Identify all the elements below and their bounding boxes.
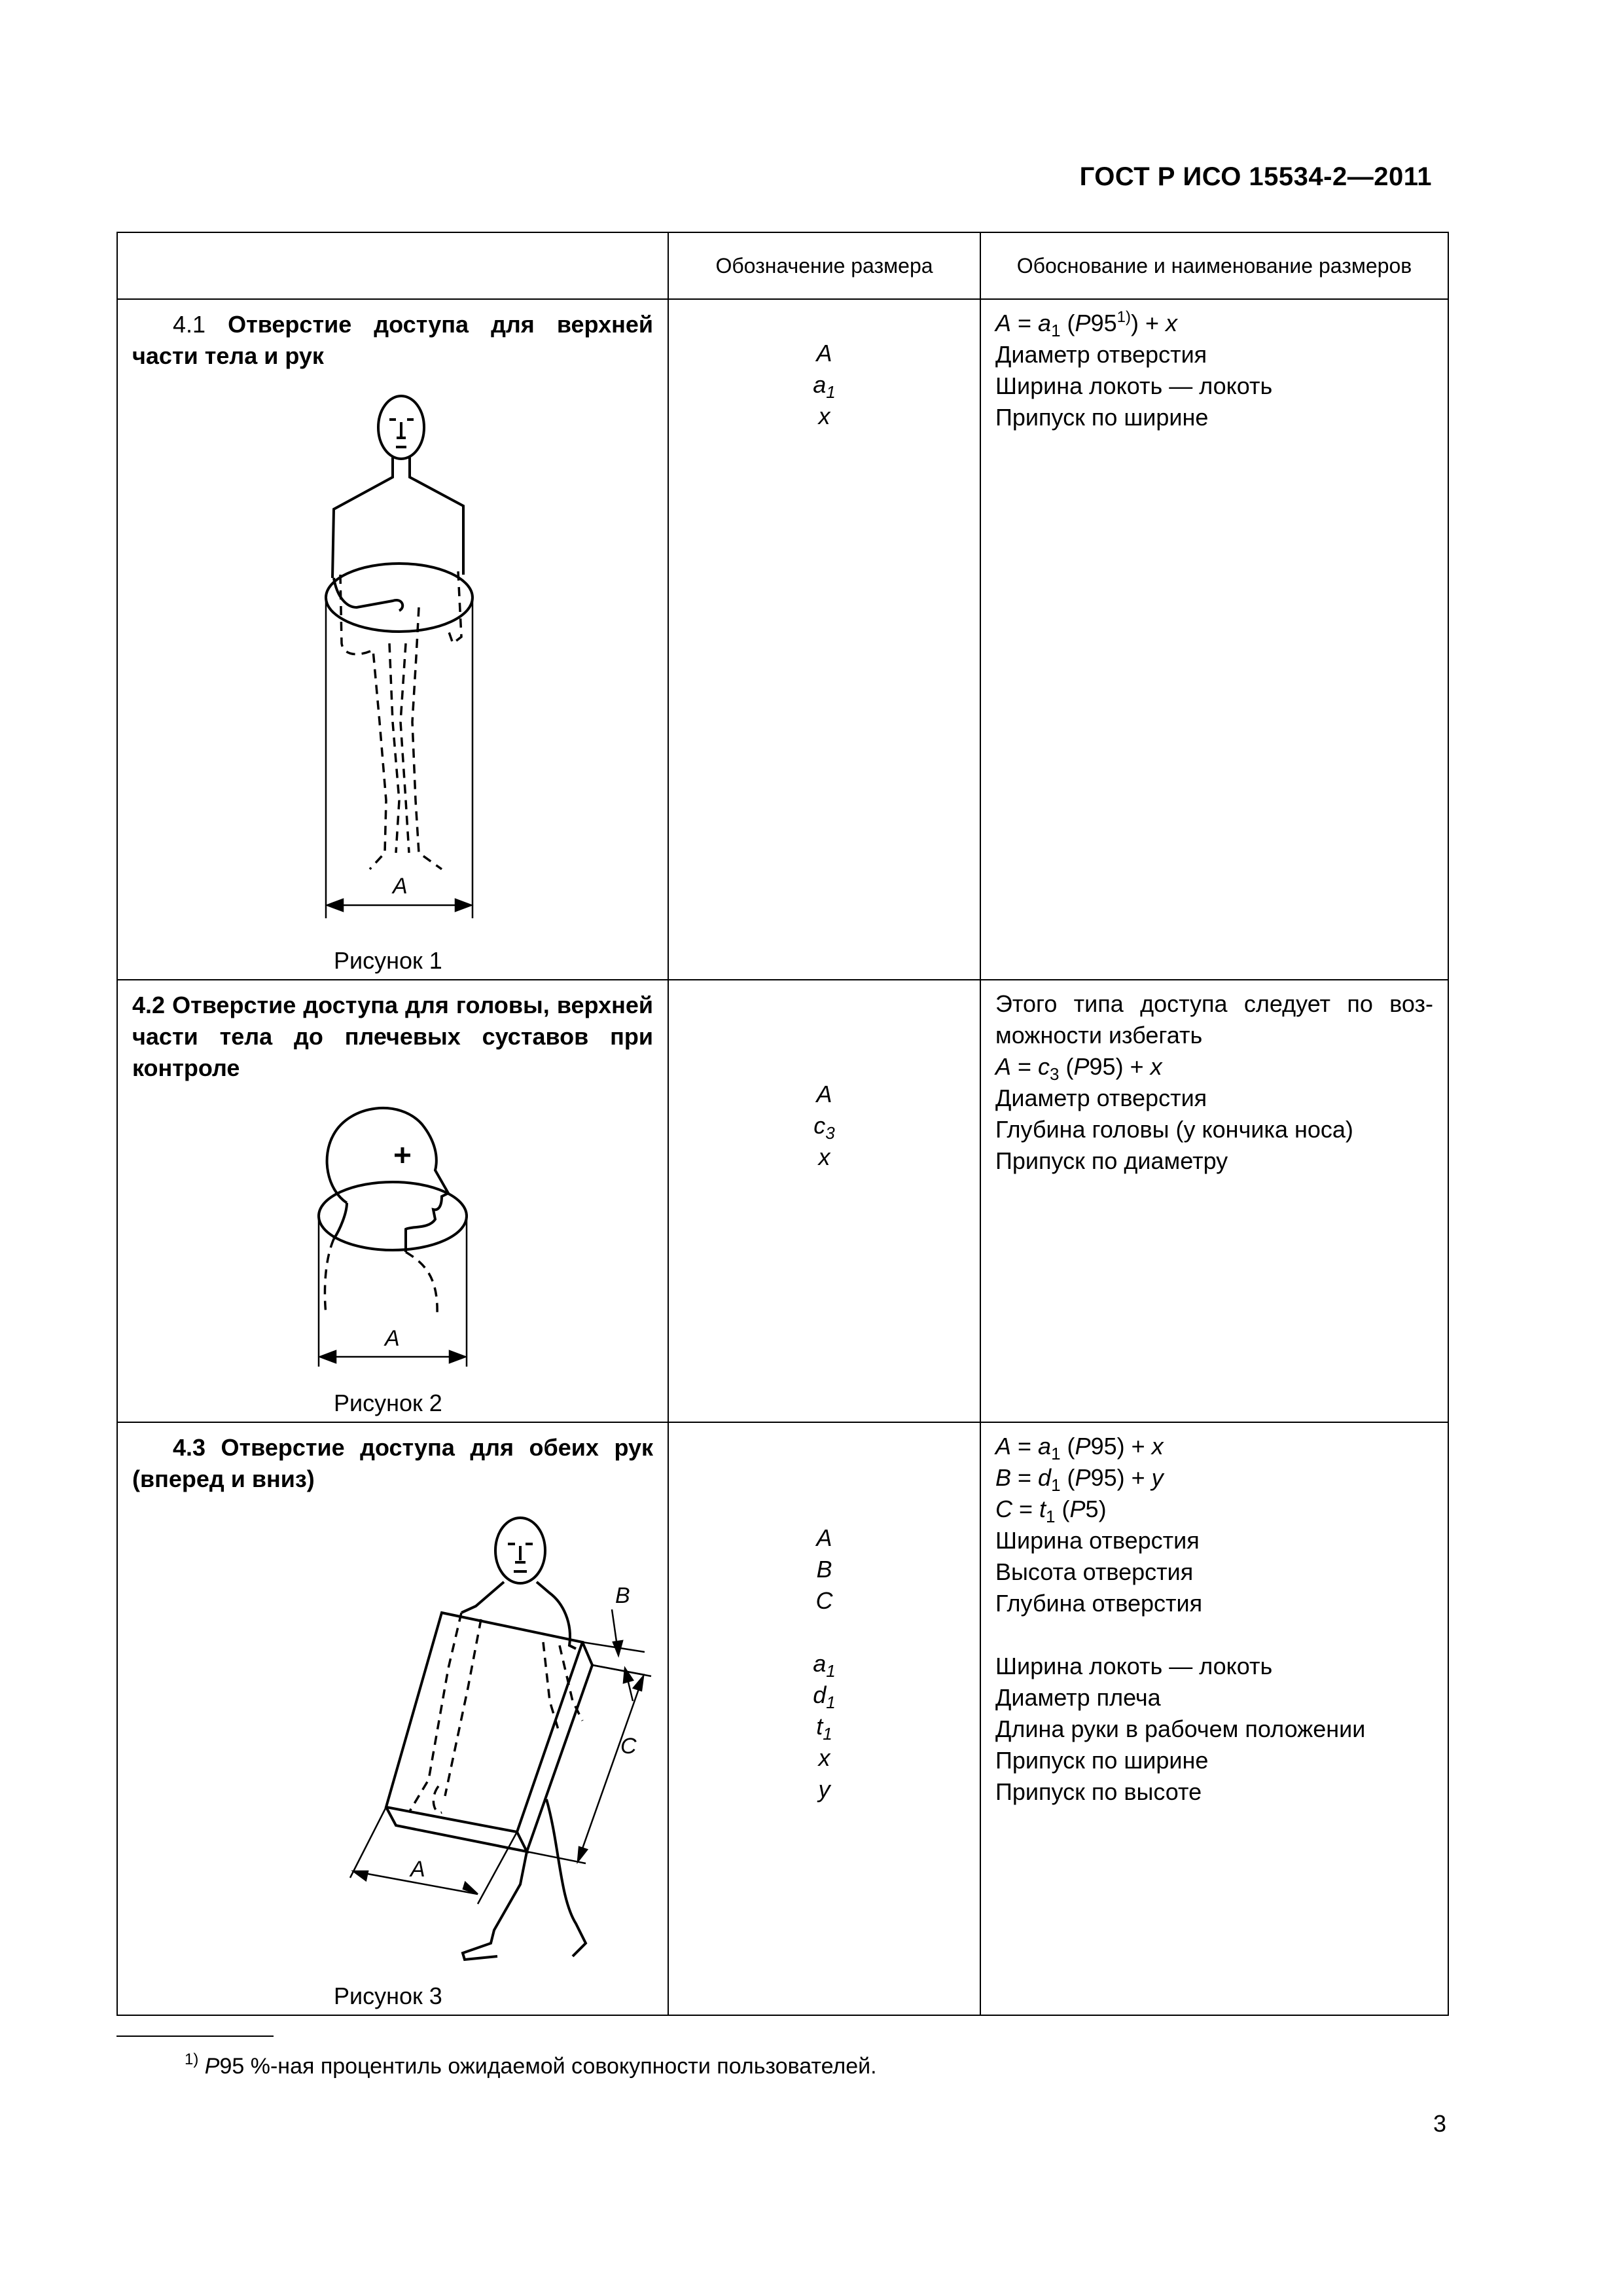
figure-3-person-box bbox=[219, 1505, 637, 1963]
description-line: Ширина локоть — локоть bbox=[995, 1653, 1273, 1679]
item-number: 4.3 bbox=[173, 1434, 206, 1461]
item-cell bbox=[117, 980, 668, 1422]
item-title-text: Отверстие доступа для верхней части тела и рук bbox=[132, 311, 653, 369]
symbol: x bbox=[818, 1143, 830, 1170]
symbol: $c_3$ bbox=[813, 1112, 835, 1143]
item-number: 4.1 bbox=[173, 311, 206, 338]
item-cell bbox=[117, 1422, 668, 2015]
description-line: Ширина отверстия bbox=[995, 1527, 1200, 1554]
footnote-mark: 1) bbox=[185, 2051, 199, 2068]
description-line: Длина руки в рабочем положении bbox=[995, 1715, 1366, 1742]
figure-1-caption: Рисунок 1 bbox=[334, 947, 442, 974]
description-cell bbox=[980, 299, 1448, 980]
figure-2-caption: Рисунок 2 bbox=[334, 1390, 442, 1416]
item-title-text: Отверстие доступа для обеих рук (вперед и вниз) bbox=[132, 1434, 653, 1492]
formula: $A = a_1$ $(P95^{1)}) + x$ bbox=[995, 308, 1177, 340]
symbol: $a_1$ bbox=[813, 1650, 836, 1681]
item-cell bbox=[117, 299, 668, 980]
symbol: $d_1$ bbox=[813, 1681, 836, 1712]
symbol-cell bbox=[668, 980, 980, 1422]
header-cell-symbol: Обозначение размера bbox=[668, 232, 980, 299]
figure-3-caption: Рисунок 3 bbox=[334, 1982, 442, 2009]
description-cell bbox=[980, 980, 1448, 1422]
document-code: ГОСТ Р ИСО 15534-2—2011 bbox=[1079, 162, 1432, 191]
figure-3-label-b: B bbox=[615, 1583, 630, 1608]
formula: $C = t_1$ (P5) bbox=[995, 1496, 1107, 1526]
symbol: C bbox=[815, 1587, 833, 1614]
note-line: Этого типа доступа следует по воз- bbox=[995, 990, 1433, 1017]
symbol-cell bbox=[668, 1422, 980, 2015]
description-line: Диаметр отверстия bbox=[995, 341, 1207, 368]
symbol: A bbox=[816, 1524, 832, 1551]
description-line: Глубина отверстия bbox=[995, 1590, 1203, 1617]
description-line: Припуск по ширине bbox=[995, 1747, 1209, 1774]
figure-2-label-a: A bbox=[385, 1326, 400, 1351]
item-title bbox=[118, 300, 668, 372]
figure-2-head bbox=[308, 1098, 478, 1380]
item-title bbox=[118, 980, 668, 1084]
description-line: Диаметр отверстия bbox=[995, 1085, 1207, 1111]
symbol: x bbox=[818, 1744, 830, 1771]
table-row bbox=[117, 1422, 1448, 2015]
dimensions-table bbox=[116, 232, 1449, 2016]
description-line: Припуск по ширине bbox=[995, 404, 1209, 431]
description-cell bbox=[980, 1422, 1448, 2015]
symbol: A bbox=[816, 1081, 832, 1107]
symbol: B bbox=[816, 1556, 832, 1583]
footnote-rule bbox=[116, 2036, 274, 2037]
header-cell-description: Обоснование и наименование размеров bbox=[980, 232, 1448, 299]
symbol: A bbox=[816, 340, 832, 367]
description-line: Припуск по высоте bbox=[995, 1778, 1202, 1805]
figure-1-standing-person bbox=[301, 382, 484, 918]
note-line: можности избегать bbox=[995, 1022, 1203, 1049]
table-header-row bbox=[117, 232, 1448, 299]
header-cell-empty bbox=[117, 232, 668, 299]
page-number: 3 bbox=[1433, 2110, 1446, 2137]
formula: $A = a_1$ (P95) + x bbox=[995, 1433, 1164, 1463]
item-title-text: Отверстие доступа для головы, верхней части тела до плечевых суставов при контроле bbox=[132, 992, 653, 1081]
formula: $B = d_1$ (P95) + y bbox=[995, 1464, 1164, 1495]
symbol: $a_1$ bbox=[813, 371, 836, 402]
description-line: Диаметр плеча bbox=[995, 1684, 1161, 1711]
footnote-text: 95 %-ная процентиль ожидаемой совокупности пользователей. bbox=[219, 2054, 877, 2079]
item-title bbox=[118, 1423, 668, 1495]
figure-3-label-c: C bbox=[620, 1734, 637, 1759]
description-line: Припуск по диаметру bbox=[995, 1147, 1228, 1174]
description-line: Глубина головы (у кончика носа) bbox=[995, 1116, 1353, 1143]
footnote: $^{1)}$ P95 %-ная процентиль ожидаемой совокупности пользователей. bbox=[185, 2051, 877, 2079]
table-row bbox=[117, 980, 1448, 1422]
description-line: Ширина локоть — локоть bbox=[995, 372, 1273, 399]
item-number: 4.2 bbox=[132, 992, 166, 1018]
symbol: $t_1$ bbox=[816, 1713, 832, 1744]
table-row bbox=[117, 299, 1448, 980]
symbol: x bbox=[818, 403, 830, 429]
symbol: y bbox=[818, 1776, 830, 1803]
symbol-cell bbox=[668, 299, 980, 980]
figure-1-label-a: A bbox=[393, 874, 408, 899]
description-line: Высота отверстия bbox=[995, 1558, 1194, 1585]
figure-3-label-a: A bbox=[410, 1857, 425, 1882]
formula: $A = c_3$ (P95) + x bbox=[995, 1053, 1162, 1084]
